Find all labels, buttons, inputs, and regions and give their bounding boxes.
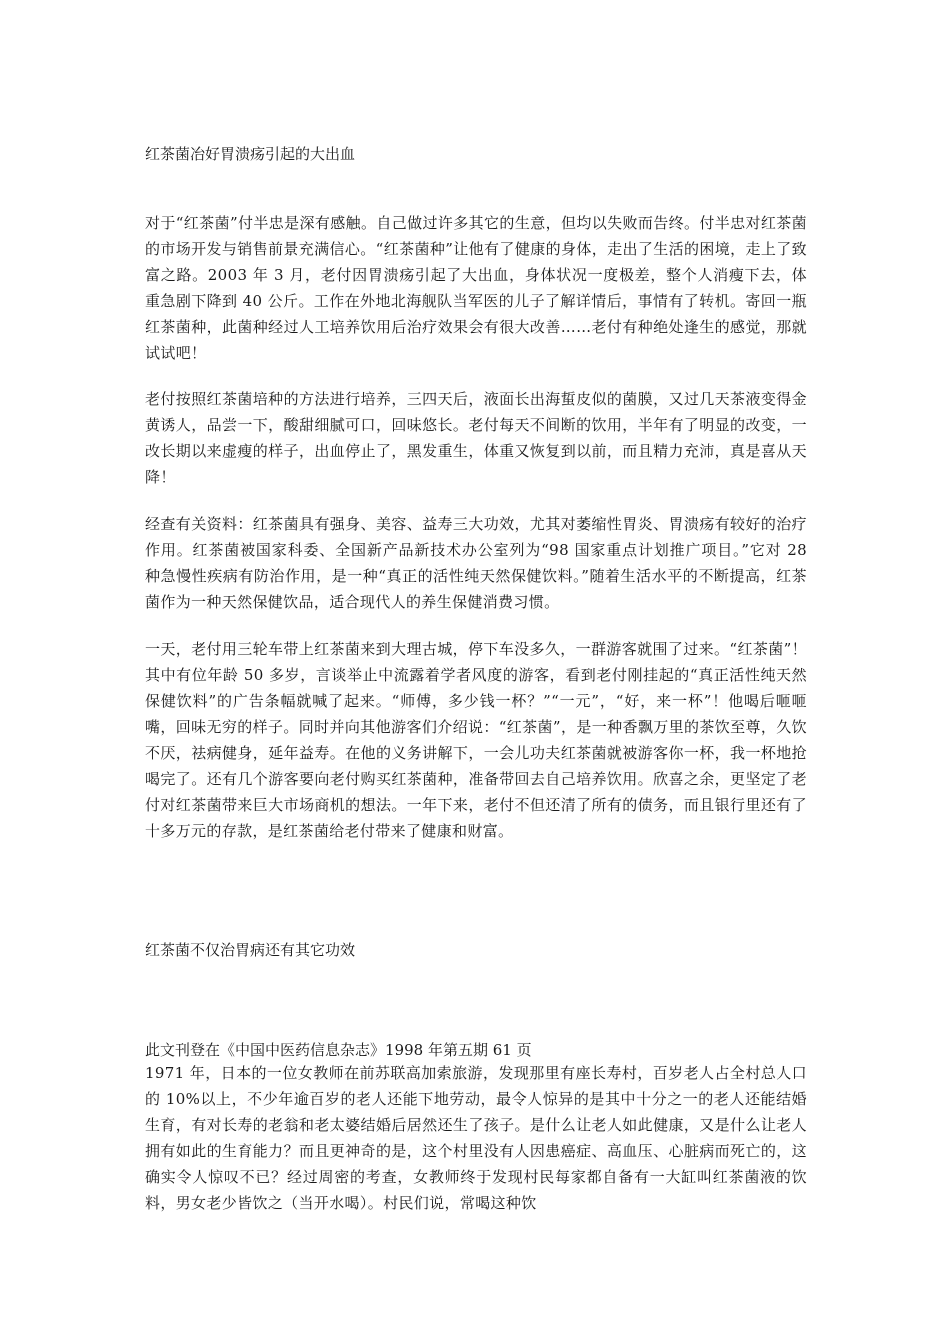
paragraph-3: 经查有关资料：红茶菌具有强身、美容、益寿三大功效，尤其对萎缩性胃炎、胃溃疡有较好的治疗作用。红茶菌被国家科委、全国新产品新技术办公室列为“98 国家重点计划推广项目。”它对 28 种急慢性疾病有防治作用，是一种“真正的活性纯天然保健饮料。”随着生活水平的不断提高，红茶菌作为一种天然保健饮品，适合现代人的养生保健消费习惯。 [145, 515, 807, 611]
paragraph-4: 一天，老付用三轮车带上红茶菌来到大理古城，停下车没多久，一群游客就围了过来。“红茶菌”！其中有位年龄 50 多岁，言谈举止中流露着学者风度的游客，看到老付刚挂起的“真正活性纯天然保健饮料”的广告条幅就喊了起来。“师傅，多少钱一杯？”“一元”，“好，来一杯”！他喝后咂咂嘴，回味无穷的样子。同时并向其他游客们介绍说：“红茶菌”，是一种香飘万里的茶饮至尊，久饮不厌，祛病健身，延年益寿。在他的义务讲解下，一会儿功夫红茶菌就被游客你一杯，我一杯地抢喝完了。还有几个游客要向老付购买红茶菌种，准备带回去自己培养饮用。欣喜之余，更坚定了老付对红茶菌带来巨大市场商机的想法。一年下来，老付不但还清了所有的债务，而且银行里还有了十多万元的存款，是红茶菌给老付带来了健康和财富。 [145, 640, 807, 840]
paragraph-1: 对于“红茶菌”付半忠是深有感触。自己做过许多其它的生意，但均以失败而告终。付半忠对红茶菌的市场开发与销售前景充满信心。“红茶菌种”让他有了健康的身体，走出了生活的困境，走上了致富之路。2003 年 3 月，老付因胃溃疡引起了大出血，身体状况一度极差，整个人消瘦下去，体重急剧下降到 40 公斤。工作在外地北海舰队当军医的儿子了解详情后，事情有了转机。寄回一瓶红茶菌种，此菌种经过人工培养饮用后治疗效果会有很大改善……老付有种绝处逢生的感觉，那就试试吧！ [145, 214, 807, 362]
source-line: 此文刊登在《中国中医药信息杂志》1998 年第五期 61 页 [145, 1041, 532, 1059]
paragraph-5: 1971 年，日本的一位女教师在前苏联高加索旅游，发现那里有座长寿村，百岁老人占全村总人口的 10%以上，不少年逾百岁的老人还能下地劳动，最令人惊异的是其中十分之一的老人还能结婚生育，有对长寿的老翁和老太婆结婚后居然还生了孩子。是什么让老人如此健康，又是什么让老人拥有如此的生育能力？而且更神奇的是，这个村里没有人因患癌症、高血压、心脏病而死亡的，这确实令人惊叹不已？经过周密的考查，女教师终于发现村民每家都自备有一大缸叫红茶菌液的饮料，男女老少皆饮之（当开水喝）。村民们说，常喝这种饮 [145, 1064, 807, 1212]
section-heading-2: 红茶菌不仅治胃病还有其它功效 [145, 941, 356, 959]
paragraph-2: 老付按照红茶菌培种的方法进行培养，三四天后，液面长出海蜇皮似的菌膜，又过几天茶液变得金黄诱人，品尝一下，酸甜细腻可口，回味悠长。老付每天不间断的饮用，半年有了明显的改变，一改长期以来虚瘦的样子，出血停止了，黑发重生，体重又恢复到以前，而且精力充沛，真是喜从天降！ [145, 390, 807, 486]
section-heading-1: 红茶菌冶好胃溃疡引起的大出血 [145, 145, 356, 163]
